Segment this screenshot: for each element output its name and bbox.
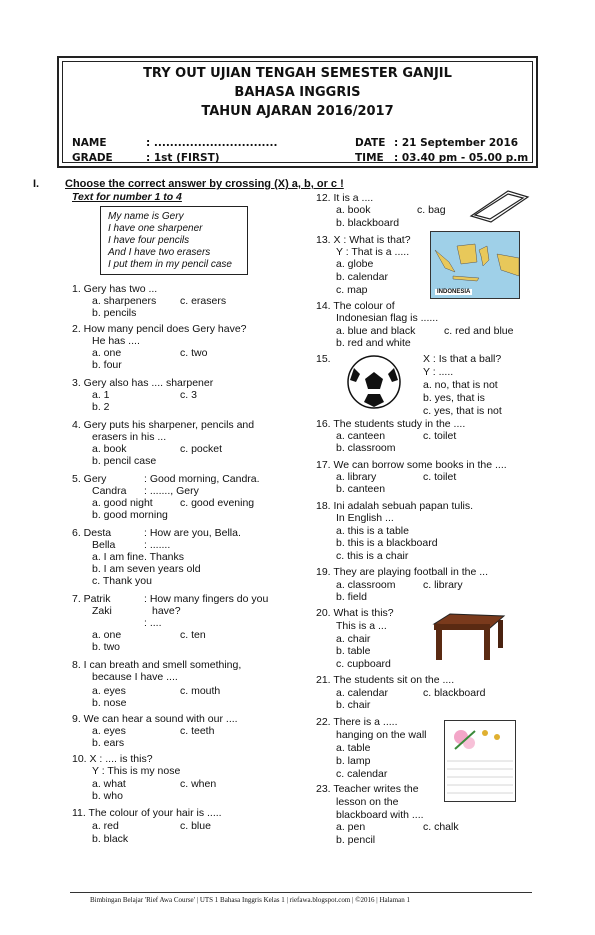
answer-option[interactable]: c. good evening	[180, 497, 255, 509]
answer-option[interactable]: c. ten	[180, 629, 206, 641]
question-text: 15.	[316, 353, 331, 365]
question-text: 18. Ini adalah sebuah papan tulis.	[316, 500, 474, 512]
answer-option[interactable]: b. this is a blackboard	[336, 537, 438, 549]
date-value: : 21 September 2016	[394, 137, 519, 149]
question-line: : How many fingers do you	[144, 593, 269, 605]
question-text: 4. Gery puts his sharpener, pencils and	[72, 419, 255, 431]
footer-text: Bimbingan Belajar 'Rief Awa Course' | UTS 1 Bahasa Inggris Kelas 1 | riefawa.blogspot.com | ©2016 | Halaman 1	[90, 896, 410, 904]
answer-option[interactable]: a. eyes	[92, 685, 126, 697]
question-line: Bella	[92, 539, 116, 551]
question-line: Y : This is my nose	[92, 765, 181, 777]
footer-rule	[70, 892, 532, 893]
date-label: DATE	[355, 137, 386, 149]
question-line: Indonesian flag is ......	[336, 312, 439, 324]
reading-text-box	[100, 206, 248, 275]
question-line: erasers in his ...	[92, 431, 167, 443]
answer-option[interactable]: b. pencil case	[92, 455, 157, 467]
question-text: 10. X : .... is this?	[72, 753, 153, 765]
answer-option[interactable]: a. table	[336, 742, 371, 754]
text-line: My name is Gery	[108, 211, 184, 222]
answer-option[interactable]: c. cupboard	[336, 658, 391, 670]
question-text: 20. What is this?	[316, 607, 394, 619]
question-line: : How are you, Bella.	[144, 527, 241, 539]
answer-option[interactable]: a. this is a table	[336, 525, 409, 537]
answer-option[interactable]: b. nose	[92, 697, 127, 709]
map-label: INDONESIA	[437, 289, 471, 295]
question-text: 9. We can hear a sound with our ....	[72, 713, 238, 725]
answer-option[interactable]: a. chair	[336, 633, 371, 645]
question-text: 3. Gery also has .... sharpener	[72, 377, 214, 389]
answer-option[interactable]: b. blackboard	[336, 217, 400, 229]
question-text: 16. The students study in the ....	[316, 418, 466, 430]
question-text: 7. Patrik	[72, 593, 111, 605]
text-line: I have one sharpener	[108, 223, 203, 234]
answer-option[interactable]: c. map	[336, 284, 368, 296]
grade-value: : 1st (FIRST)	[146, 152, 220, 164]
answer-option[interactable]: a. book	[92, 443, 127, 455]
grade-label: GRADE	[72, 152, 113, 164]
answer-option[interactable]: a. globe	[336, 258, 374, 270]
answer-option[interactable]: c. Thank you	[92, 575, 152, 587]
question-text: 2. How many pencil does Gery have?	[72, 323, 247, 335]
answer-option[interactable]: a. sharpeners	[92, 295, 157, 307]
answer-option[interactable]: a. pen	[336, 821, 366, 833]
answer-option[interactable]: b. black	[92, 833, 129, 845]
answer-option[interactable]: b. field	[336, 591, 367, 603]
question-line: X : Is that a ball?	[423, 353, 502, 365]
ball-illustration	[346, 354, 402, 410]
question-line: lesson on the	[336, 796, 399, 808]
answer-option[interactable]: c. two	[180, 347, 208, 359]
answer-option[interactable]: c. red and blue	[444, 325, 514, 337]
question-line: because I have ....	[92, 671, 178, 683]
answer-option[interactable]: b. calendar	[336, 271, 388, 283]
question-text: 11. The colour of your hair is .....	[72, 807, 222, 819]
section-number: I.	[33, 178, 40, 190]
answer-option[interactable]: b. who	[92, 790, 123, 802]
answer-option[interactable]: a. I am fine. Thanks	[92, 551, 185, 563]
question-line: In English ...	[336, 512, 394, 524]
answer-option[interactable]: b. pencil	[336, 834, 376, 846]
question-text: 21. The students sit on the ....	[316, 674, 455, 686]
question-text: 1. Gery has two ...	[72, 283, 158, 295]
answer-option[interactable]: a. blue and black	[336, 325, 416, 337]
question-line: Y : That is a .....	[336, 246, 410, 258]
answer-option[interactable]: b. classroom	[336, 442, 396, 454]
answer-option[interactable]: a. no, that is not	[423, 379, 498, 391]
answer-option[interactable]: c. teeth	[180, 725, 215, 737]
answer-option[interactable]: c. library	[423, 579, 463, 591]
answer-option[interactable]: b. lamp	[336, 755, 371, 767]
question-text: 5. Gery	[72, 473, 107, 485]
question-line: : .......	[144, 539, 171, 551]
title-line-1: TRY OUT UJIAN TENGAH SEMESTER GANJIL	[143, 66, 452, 81]
answer-option[interactable]: a. canteen	[336, 430, 386, 442]
time-value: : 03.40 pm - 05.00 p.m	[394, 152, 529, 164]
answer-option[interactable]: a. one	[92, 629, 122, 641]
answer-option[interactable]: c. blackboard	[423, 687, 486, 699]
answer-option[interactable]: c. chalk	[423, 821, 459, 833]
question-text: 23. Teacher writes the	[316, 783, 419, 795]
question-text: 6. Desta	[72, 527, 112, 539]
section-title: Choose the correct answer by crossing (X) a, b, or c !	[65, 178, 344, 190]
table-illustration	[428, 612, 508, 662]
answer-option[interactable]: c. mouth	[180, 685, 221, 697]
question-line: He has ....	[92, 335, 140, 347]
text-line: I have four pencils	[108, 235, 190, 246]
question-line: Candra	[92, 485, 127, 497]
question-text: 8. I can breath and smell something,	[72, 659, 242, 671]
question-text: 17. We can borrow some books in the ....	[316, 459, 507, 471]
answer-option[interactable]: b. pencils	[92, 307, 137, 319]
question-line: This is a ...	[336, 620, 387, 632]
question-line: Y : .....	[423, 366, 454, 378]
text-line: I put them in my pencil case	[108, 259, 232, 270]
answer-option[interactable]: c. erasers	[180, 295, 227, 307]
question-text: 12. It is a ....	[316, 192, 374, 204]
book-illustration	[468, 188, 530, 224]
answer-option[interactable]: b. yes, that is	[423, 392, 485, 404]
question-text: 19. They are playing football in the ...	[316, 566, 488, 578]
text-subtitle: Text for number 1 to 4	[72, 191, 182, 203]
name-label: NAME	[72, 137, 107, 149]
answer-option[interactable]: b. ears	[92, 737, 125, 749]
answer-option[interactable]: a. 1	[92, 389, 110, 401]
time-label: TIME	[355, 152, 384, 164]
question-line: : ......., Gery	[144, 485, 199, 497]
answer-option[interactable]: b. good morning	[92, 509, 168, 521]
answer-option[interactable]: c. blue	[180, 820, 211, 832]
answer-option[interactable]: a. red	[92, 820, 119, 832]
question-text: 13. X : What is that?	[316, 234, 411, 246]
answer-option[interactable]: c. yes, that is not	[423, 405, 502, 417]
question-line: : ....	[144, 617, 162, 629]
answer-option[interactable]: a. book	[336, 204, 371, 216]
indonesia-map	[430, 231, 520, 299]
answer-option[interactable]: a. good night	[92, 497, 153, 509]
answer-option[interactable]: b. four	[92, 359, 122, 371]
answer-option[interactable]: c. bag	[417, 204, 446, 216]
answer-option[interactable]: b. red and white	[336, 337, 411, 349]
title-line-3: TAHUN AJARAN 2016/2017	[201, 104, 394, 119]
answer-option[interactable]: b. two	[92, 641, 121, 653]
calendar-illustration	[444, 720, 516, 802]
name-value[interactable]: : ...............................	[146, 137, 278, 149]
answer-option[interactable]: b. canteen	[336, 483, 386, 495]
question-line: blackboard with ....	[336, 809, 424, 821]
answer-option[interactable]: c. when	[180, 778, 217, 790]
question-text: 22. There is a .....	[316, 716, 398, 728]
answer-option[interactable]: a. one	[92, 347, 122, 359]
question-line: Zaki	[92, 605, 112, 617]
question-text: 14. The colour of	[316, 300, 395, 312]
answer-option[interactable]: c. toilet	[423, 471, 457, 483]
text-line: And I have two erasers	[108, 247, 211, 258]
answer-option[interactable]: a. eyes	[92, 725, 126, 737]
answer-option[interactable]: b. chair	[336, 699, 371, 711]
answer-option[interactable]: b. 2	[92, 401, 110, 413]
answer-option[interactable]: b. table	[336, 645, 371, 657]
question-line: have?	[152, 605, 181, 617]
answer-option[interactable]: a. what	[92, 778, 126, 790]
answer-option[interactable]: c. 3	[180, 389, 197, 401]
question-line: hanging on the wall	[336, 729, 427, 741]
answer-option[interactable]: a. calendar	[336, 687, 388, 699]
answer-option[interactable]: c. toilet	[423, 430, 457, 442]
answer-option[interactable]: a. classroom	[336, 579, 396, 591]
answer-option[interactable]: c. pocket	[180, 443, 223, 455]
answer-option[interactable]: a. library	[336, 471, 377, 483]
answer-option[interactable]: b. I am seven years old	[92, 563, 201, 575]
title-line-2: BAHASA INGGRIS	[234, 85, 361, 100]
answer-option[interactable]: c. this is a chair	[336, 550, 409, 562]
answer-option[interactable]: c. calendar	[336, 768, 388, 780]
question-line: : Good morning, Candra.	[144, 473, 260, 485]
